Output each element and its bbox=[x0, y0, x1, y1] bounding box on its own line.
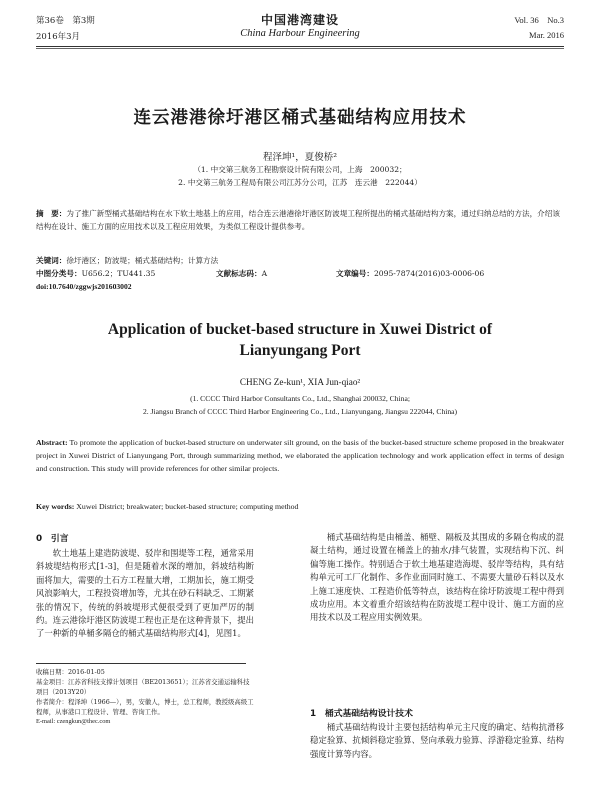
abstract-en bbox=[36, 436, 564, 475]
footnote-author-bio: 作者简介：程泽坤（1966—），男，安徽人，博士，总工程师，教授级高级工程师，从事港口工程设计、管理、咨询工作。 bbox=[36, 698, 254, 716]
header-volume-issue: 第36卷 第3期 bbox=[36, 16, 95, 26]
abstract-cn-label: 摘 要： bbox=[36, 209, 67, 218]
header-volume-en: Vol. 36 No.3 bbox=[514, 15, 564, 25]
footnote-received-date: 收稿日期：2016-01-05 bbox=[36, 668, 105, 676]
abstract-cn-text: 为了推广新型桶式基础结构在水下软土地基上的应用，结合连云港港徐圩港区防波堤工程所提出的桶式基础结构方案，通过归纳总结的方法，介绍该结构在设计、施工方面的应用技术以及工程应用效果，为类似工程设计提供参考。 bbox=[36, 209, 560, 231]
abstract-en-label: Abstract: bbox=[36, 438, 68, 447]
structure-description-paragraph: 桶式基础结构是由桶盖、桶壁、隔板及其围成的多隔仓构成的混凝土结构，通过设置在桶盖上的抽水/排气装置，实现结构下沉、纠偏等施工操作。特别适合于软土地基建造海堤、驳岸等结构，具有结构单元可工厂化制作、多作业面同时施工、不需要大量砂石料以及水上施工速度快、工程造价低等特点，该结构在徐圩防波堤工程中得到成功应用。本文着重介绍该结构在防波堤工程中设计、施工方面的应用技术以及工程应用实例效果。 bbox=[310, 532, 564, 623]
clc-value: U656.2；TU441.35 bbox=[81, 269, 156, 278]
footnote-funding: 基金项目：江苏省科技支撑计划项目（BE2013651）；江苏省交通运输科技项目（2013Y20） bbox=[36, 678, 250, 696]
document-code bbox=[216, 268, 267, 279]
article-no-label: 文章编号： bbox=[336, 269, 374, 278]
introduction-paragraph: 软土地基上建造防波堤、驳岸和围堤等工程，通常采用斜坡堤结构形式[1-3]，但是随着水深的增加，斜坡结构断面将加大，需要的土石方工程量大增，工期加长，施工期受风浪影响大，工程投资增加等，尤其在砂石料缺乏、工期紧张的情况下，传统的斜坡堤形式便很受到了更加严厉的制约。连云港徐圩港区防波堤工程也正是在这种背景下，提出了一种新的单桶多隔仓的桶式基础结构形式[4]，见图1。 bbox=[36, 548, 254, 639]
doc-code-label: 文献标志码： bbox=[216, 269, 262, 278]
affiliation-cn-1: （1. 中交第三航务工程勘察设计院有限公司，上海 200032； bbox=[193, 165, 407, 174]
paper-title-cn: 连云港港徐圩港区桶式基础结构应用技术 bbox=[133, 108, 467, 128]
article-no-value: 2095-7874(2016)03-0006-06 bbox=[373, 269, 485, 278]
paper-title-en-line2: Lianyungang Port bbox=[239, 342, 361, 359]
keywords-en-label: Key words: bbox=[36, 502, 75, 511]
keywords-en bbox=[36, 501, 564, 512]
header-rule bbox=[36, 46, 564, 47]
article-number bbox=[336, 268, 484, 279]
journal-name-cn: 中国港湾建设 bbox=[260, 13, 339, 27]
clc-label: 中图分类号： bbox=[36, 269, 82, 278]
footnotes bbox=[36, 667, 254, 727]
keywords-en-text: Xuwei District; breakwater; bucket-based structure; computing method bbox=[76, 502, 299, 511]
journal-name-en: China Harbour Engineering bbox=[240, 28, 360, 39]
abstract-cn bbox=[36, 208, 564, 233]
footnote-email: E-mail: czengkun@thec.com bbox=[36, 718, 111, 725]
authors-cn: 程泽坤¹，夏俊桥² bbox=[262, 152, 338, 163]
design-paragraph: 桶式基础结构设计主要包括结构单元主尺度的确定、结构抗滑移稳定验算、抗倾斜稳定验算、竖向承载力验算、浮游稳定验算、结构强度计算等内容。 bbox=[310, 722, 564, 759]
doi: doi:10.7640/zggwjs201603002 bbox=[36, 282, 132, 291]
keywords-cn bbox=[36, 255, 564, 266]
abstract-en-text: To promote the application of bucket-based structure on underwater silt ground, on the basis of the bucket-based structure scheme proposed in the breakwater project in Xuwei District of Lianyungang Port, through summarizing method, we elaborated the application technology and work application effect in terms of design and construction. This study will provide references for other similar projects. bbox=[36, 438, 564, 473]
section-design-heading: 1 桶式基础结构设计技术 bbox=[310, 709, 413, 719]
keywords-cn-text: 徐圩港区；防波堤；桶式基础结构；计算方法 bbox=[66, 256, 219, 265]
header-rule-thin bbox=[36, 48, 564, 49]
clc-number bbox=[36, 268, 155, 279]
header-date-en: Mar. 2016 bbox=[529, 30, 564, 40]
affiliation-en-2: 2. Jiangsu Branch of CCCC Third Harbor Engineering Co., Ltd., Lianyungang, Jiangsu 222044, China) bbox=[142, 407, 458, 416]
authors-en: CHENG Ze-kun¹, XIA Jun-qiao² bbox=[239, 377, 361, 387]
paper-title-en-line1: Application of bucket-based structure in Xuwei District of bbox=[107, 321, 493, 338]
doc-code-value: A bbox=[261, 269, 268, 278]
header-date-cn: 2016年3月 bbox=[36, 32, 81, 42]
section-introduction-heading: 0 引言 bbox=[36, 534, 69, 544]
footnote-rule bbox=[36, 663, 246, 664]
affiliation-en-1: (1. CCCC Third Harbor Consultants Co., Ltd., Shanghai 200032, China; bbox=[190, 394, 410, 403]
affiliation-cn-2: 2. 中交第三航务工程局有限公司江苏分公司，江苏 连云港 222044） bbox=[178, 178, 422, 187]
keywords-cn-label: 关键词： bbox=[36, 256, 67, 265]
